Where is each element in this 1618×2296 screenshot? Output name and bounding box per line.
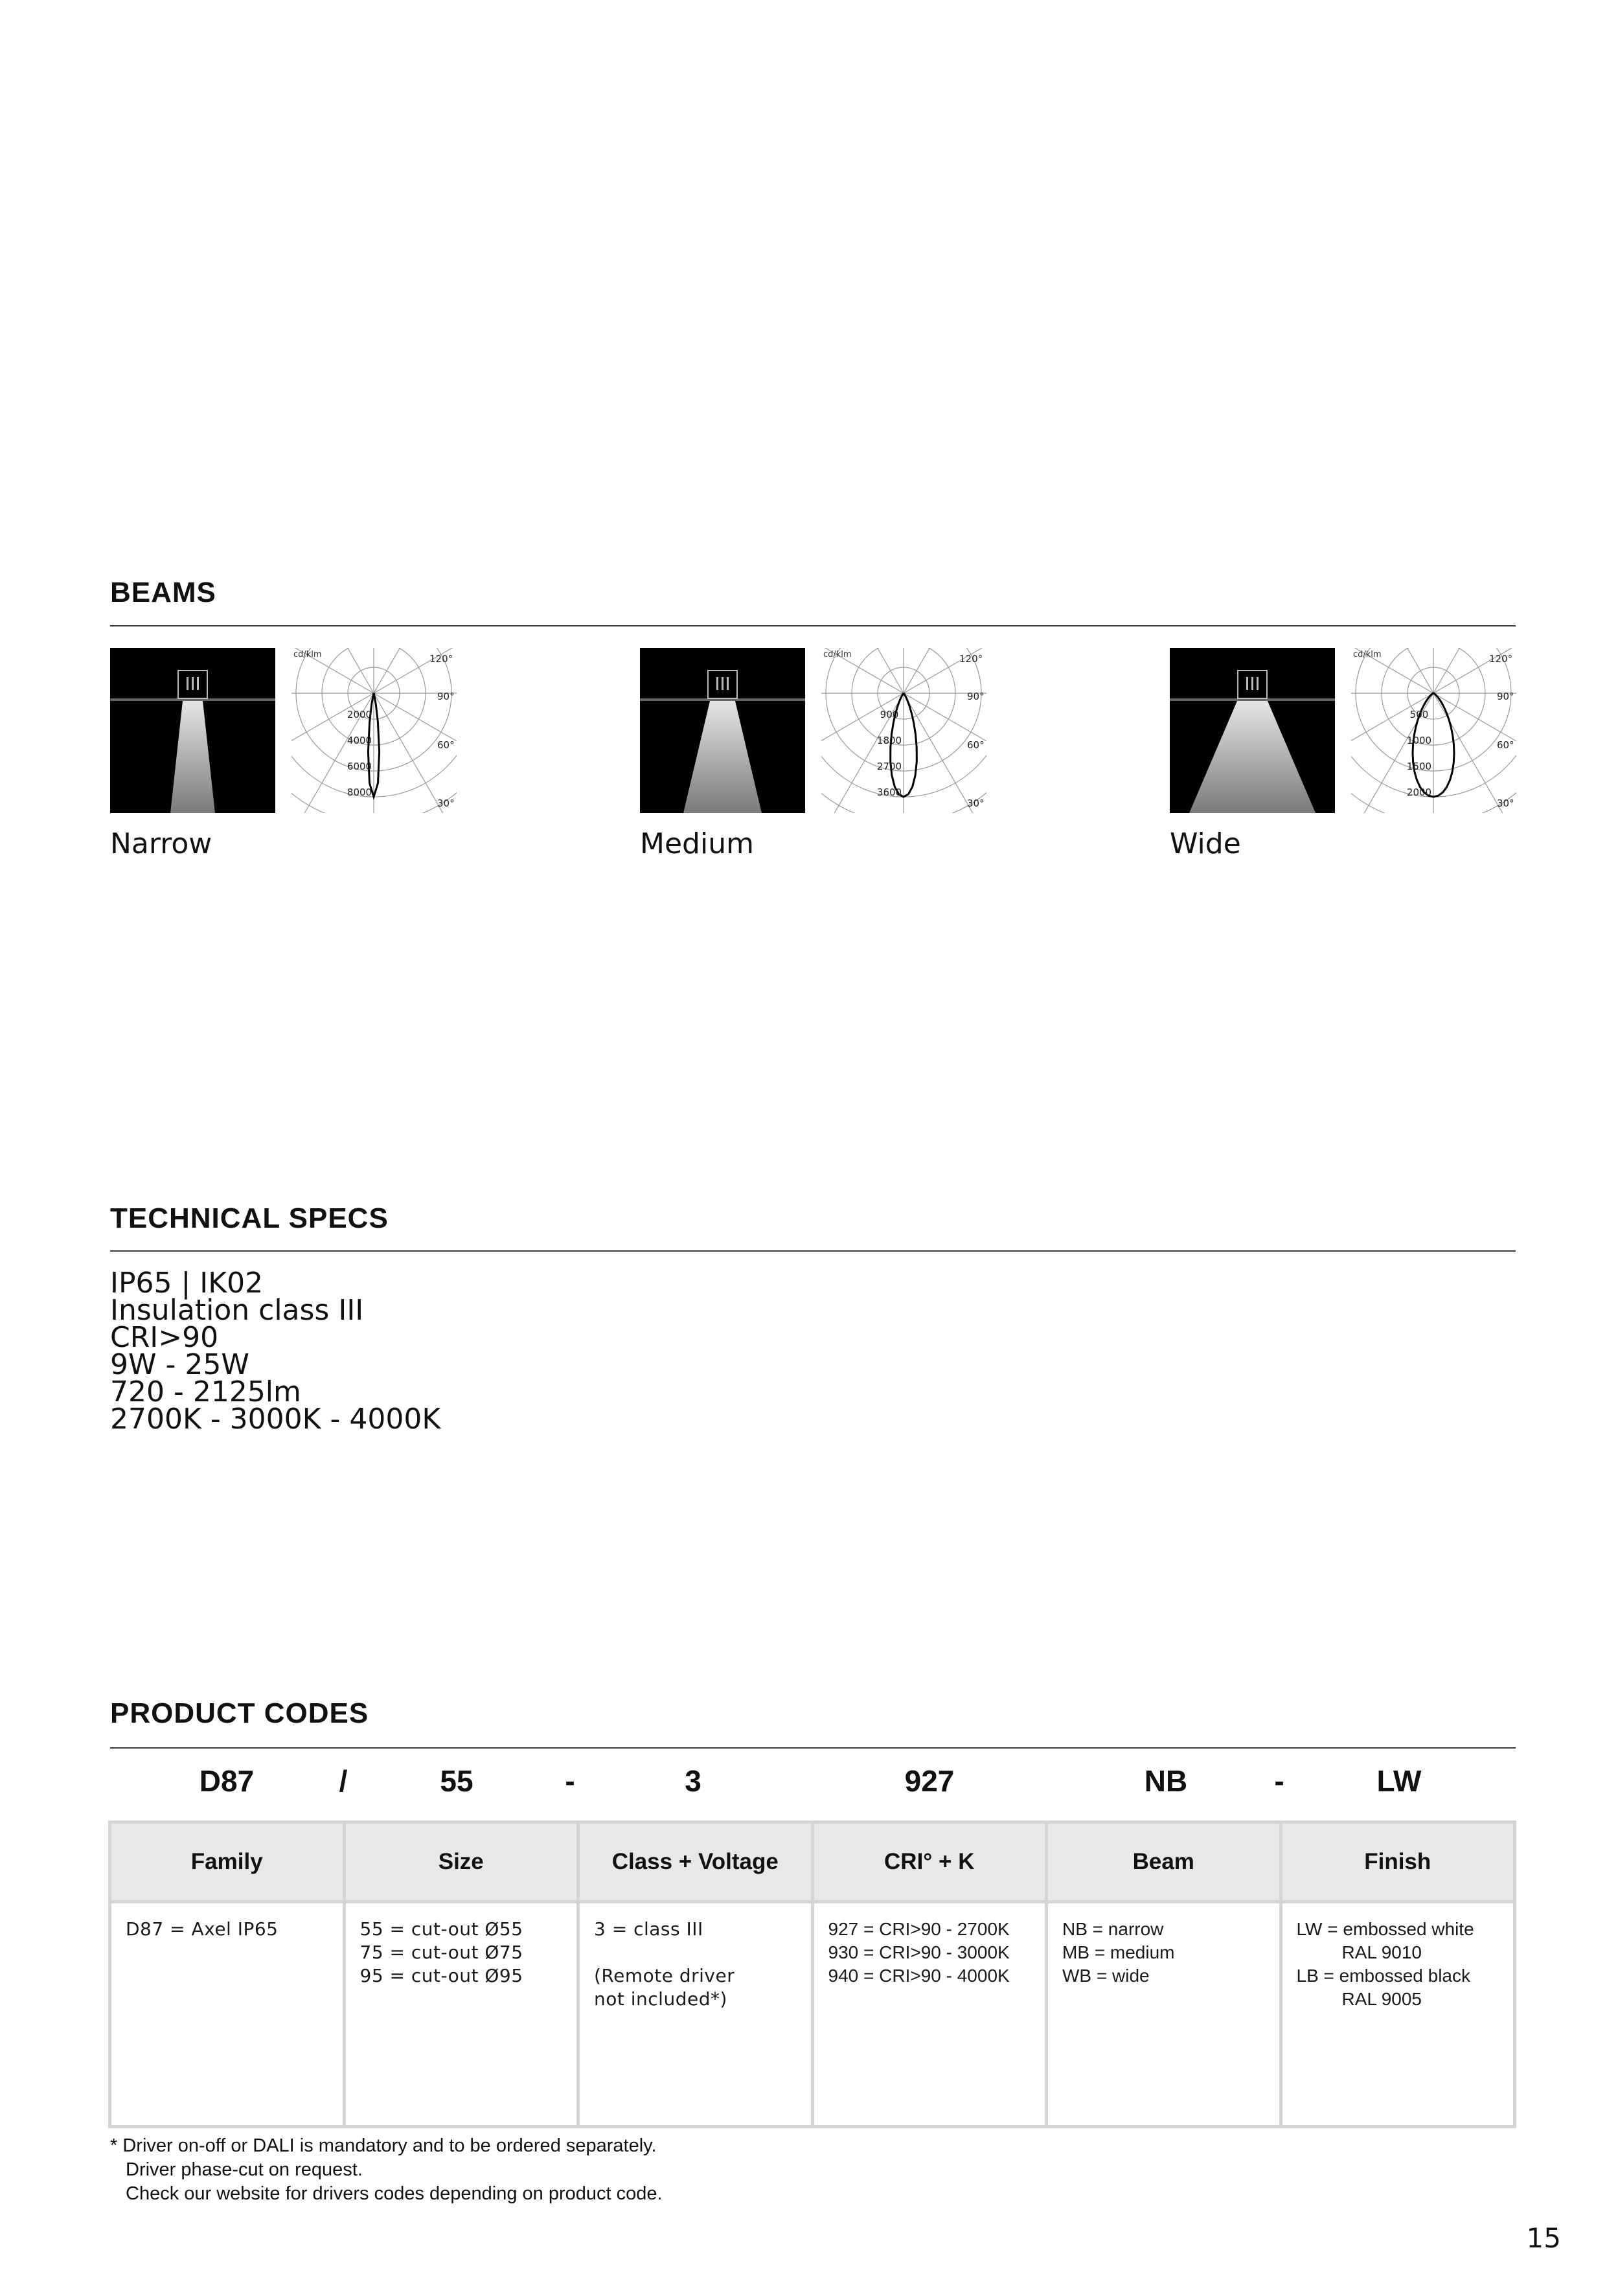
- footnote-line: * Driver on-off or DALI is mandatory and to be ordered separately.: [110, 2135, 657, 2156]
- codes-divider: [110, 1747, 1516, 1749]
- beam-label-narrow: Narrow: [110, 827, 212, 860]
- cell-line: (Remote driver: [594, 1965, 735, 1986]
- polar-ring-label: 900: [880, 709, 899, 720]
- polar-ring-label: 500: [1409, 709, 1429, 720]
- polar-unit: cd/klm: [293, 650, 322, 660]
- header-class-voltage: Class + Voltage: [578, 1822, 813, 1902]
- polar-angle-label: 60°: [1497, 739, 1514, 751]
- cell-line: NB = narrow: [1062, 1919, 1164, 1939]
- beam-photo-narrow: [110, 648, 275, 813]
- beams-title: BEAMS: [110, 577, 216, 608]
- polar-angle-label: 30°: [1497, 798, 1514, 809]
- polar-ring-label: 1500: [1406, 761, 1432, 772]
- cell-line: 3 = class III: [594, 1918, 703, 1940]
- beams-divider: [110, 625, 1516, 626]
- header-cri-k: CRI° + K: [812, 1822, 1047, 1902]
- polar-unit: cd/klm: [823, 650, 852, 660]
- footnote-line: Check our website for drivers codes depending on product code.: [126, 2183, 663, 2204]
- cell-line: RAL 9010: [1341, 1942, 1422, 1962]
- code-separator: -: [1274, 1764, 1284, 1798]
- code-finish: LW: [1376, 1764, 1422, 1798]
- specs-title: TECHNICAL SPECS: [110, 1202, 389, 1234]
- code-beam: NB: [1144, 1764, 1188, 1798]
- header-family: Family: [110, 1822, 345, 1902]
- code-cri: 927: [904, 1764, 955, 1798]
- specs-divider: [110, 1250, 1516, 1252]
- footnote: [110, 2134, 663, 2206]
- polar-ring-label: 4000: [347, 735, 372, 746]
- code-size: 55: [440, 1764, 473, 1798]
- beam-polar-diagram-medium: [821, 648, 986, 813]
- cell-line: RAL 9005: [1341, 1989, 1422, 2009]
- polar-ring-label: 8000: [347, 786, 372, 798]
- cell-line: MB = medium: [1062, 1942, 1175, 1962]
- cell-size: [344, 1902, 578, 2127]
- beam-label-wide: Wide: [1170, 827, 1241, 860]
- polar-angle-label: 30°: [967, 798, 985, 809]
- code-class: 3: [685, 1764, 701, 1798]
- polar-ring-label: 1000: [1406, 735, 1432, 746]
- cell-line: LW = embossed white: [1296, 1919, 1474, 1939]
- polar-angle-label: 120°: [429, 653, 453, 665]
- polar-angle-label: 120°: [1489, 653, 1513, 665]
- spec-line: IP65 | IK02: [110, 1267, 264, 1300]
- page-number: 15: [1526, 2222, 1561, 2254]
- polar-ring-label: 2000: [347, 709, 372, 720]
- cell-cri-k: [812, 1902, 1047, 2127]
- polar-unit: cd/klm: [1353, 650, 1382, 660]
- cell-family: [110, 1902, 345, 2127]
- polar-angle-label: 60°: [437, 739, 455, 751]
- polar-ring-label: 2000: [1406, 786, 1432, 798]
- beam-polar-diagram-narrow: [291, 648, 457, 813]
- cell-line: WB = wide: [1062, 1966, 1150, 1986]
- beam-photo-medium: [640, 648, 805, 813]
- cell-line: 55 = cut-out Ø55: [359, 1918, 523, 1940]
- codes-title: PRODUCT CODES: [110, 1697, 369, 1729]
- code-separator: -: [565, 1764, 575, 1798]
- cell-finish: [1281, 1902, 1515, 2127]
- polar-ring-label: 6000: [347, 761, 372, 772]
- polar-angle-label: 60°: [967, 739, 985, 751]
- cell-line: LB = embossed black: [1296, 1966, 1470, 1986]
- cell-line: not included*): [594, 1988, 727, 2010]
- polar-ring-label: 1800: [876, 735, 902, 746]
- cell-line: 940 = CRI>90 - 4000K: [828, 1966, 1010, 1986]
- spec-line: CRI>90: [110, 1321, 219, 1354]
- beam-label-medium: Medium: [640, 827, 754, 860]
- polar-ring-label: 3600: [876, 786, 902, 798]
- code-family: D87: [199, 1764, 255, 1798]
- spec-line: 9W - 25W: [110, 1348, 249, 1381]
- table-header-row: [110, 1822, 1515, 1902]
- polar-angle-label: 90°: [967, 691, 985, 702]
- polar-angle-label: 30°: [437, 798, 455, 809]
- cell-line: D87 = Axel IP65: [126, 1918, 279, 1940]
- header-size: Size: [344, 1822, 578, 1902]
- table-row: [110, 1902, 1515, 2127]
- cell-class-voltage: [578, 1902, 813, 2127]
- spec-line: Insulation class III: [110, 1294, 364, 1327]
- beam-photo-wide: [1170, 648, 1335, 813]
- cell-beam: [1047, 1902, 1281, 2127]
- beam-polar-diagram-wide: [1351, 648, 1516, 813]
- specs-list: [110, 1267, 441, 1436]
- spec-line: 720 - 2125lm: [110, 1375, 301, 1408]
- cell-line: 75 = cut-out Ø75: [359, 1942, 523, 1963]
- header-finish: Finish: [1281, 1822, 1515, 1902]
- code-separator: /: [339, 1764, 348, 1798]
- cell-line: 95 = cut-out Ø95: [359, 1965, 523, 1986]
- polar-angle-label: 90°: [1497, 691, 1514, 702]
- polar-angle-label: 120°: [959, 653, 983, 665]
- spec-line: 2700K - 3000K - 4000K: [110, 1403, 441, 1436]
- header-beam: Beam: [1047, 1822, 1281, 1902]
- cell-line: 930 = CRI>90 - 3000K: [828, 1942, 1010, 1962]
- cell-line: 927 = CRI>90 - 2700K: [828, 1919, 1010, 1939]
- polar-angle-label: 90°: [437, 691, 455, 702]
- product-codes-table: [108, 1820, 1516, 2128]
- polar-ring-label: 2700: [876, 761, 902, 772]
- footnote-line: Driver phase-cut on request.: [126, 2159, 363, 2180]
